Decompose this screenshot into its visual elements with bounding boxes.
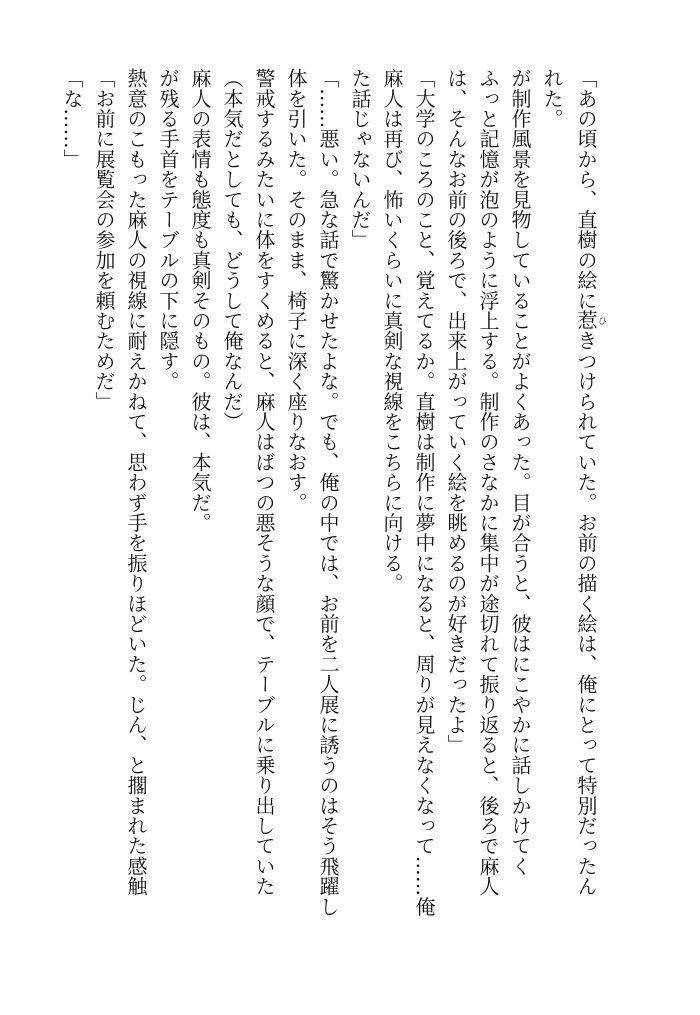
text-line: た話じゃないんだ」 xyxy=(348,68,372,250)
text-line: 警戒するみたいに体をすくめると、麻人はばつの悪そうな顔で、テーブルに乗り出していた xyxy=(252,68,276,897)
text-line: 体を引いた。そのまま、椅子に深く座りなおす。 xyxy=(284,68,308,513)
text-line: 「……悪い。急な話で驚かせたよな。でも、俺の中では、お前を二人展に誘うのはそう飛躍し xyxy=(316,68,340,917)
text-line: れた。 xyxy=(540,68,564,129)
text-line: 熱意のこもった麻人の視線に耐えかねて、思わず手を振りほどいた。じん、と擱まれた感触 xyxy=(124,68,148,897)
text-line: 「な……」 xyxy=(60,68,84,169)
text-line-with-ruby xyxy=(570,68,606,896)
vertical-text-body xyxy=(0,68,700,968)
text-line: 麻人の表情も態度も真剣そのもの。彼は、本気だ。 xyxy=(188,68,212,533)
text-line: 麻人は再び、怖いくらいに真剣な視線をこちらに向ける。 xyxy=(380,68,404,594)
text-line: は、そんなお前の後ろで、出来上がっていく絵を眺めるのが好きだったよ」 xyxy=(444,68,468,755)
text-line: が残る手首をテーブルの下に隠す。 xyxy=(156,68,180,392)
text-line: 「お前に展覧会の参加を頼むためだ」 xyxy=(92,68,116,412)
ruby-prefix: 「あの頃から、直樹の絵に xyxy=(574,68,598,311)
ruby-base: 惹 xyxy=(574,310,598,331)
text-line: が制作風景を見物していることがよくあった。目が合うと、彼はにこやかに話しかけてく xyxy=(508,68,532,876)
ruby-annotation xyxy=(574,310,606,331)
text-line: （本気だとしても、どうして俺なんだ） xyxy=(220,68,244,432)
text-line: ふっと記憶が泡のように浮上する。制作のさなかに集中が途切れて振り返ると、後ろで麻人 xyxy=(476,68,500,897)
ruby-suffix: きつけられていた。お前の描く絵は、俺にとって特別だったん xyxy=(574,330,598,897)
ruby-reading: ひ xyxy=(596,310,606,331)
text-line: 「大学のころのこと、覚えてるか。直樹は制作に夢中になると、周りが見えなくなって……俺 xyxy=(412,68,436,917)
